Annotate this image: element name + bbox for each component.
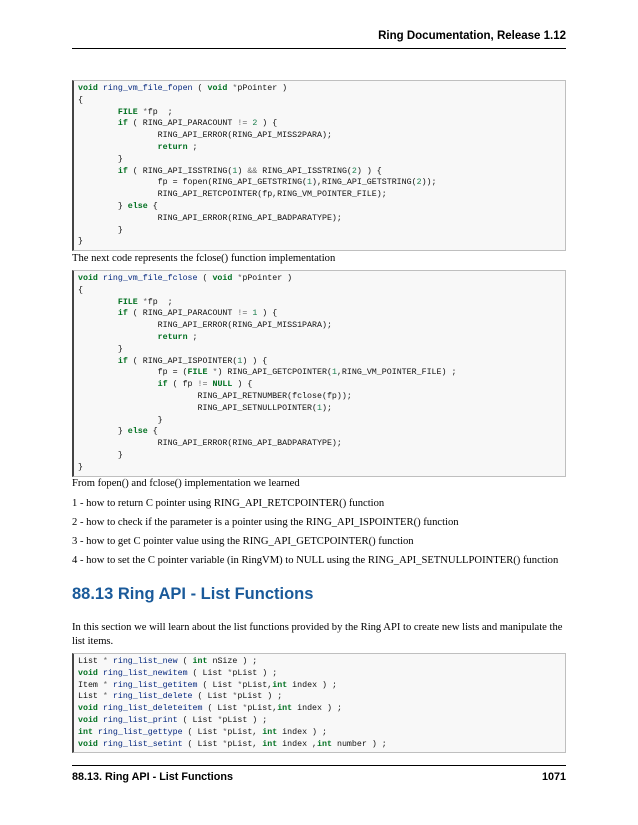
code-line: } [78, 154, 123, 164]
learned-item: 1 - how to return C pointer using RING_API_RETCPOINTER() function [72, 498, 385, 509]
code-line: RING_API_ERROR(RING_API_MISS2PARA); [78, 131, 332, 141]
code-line: RING_API_RETNUMBER(fclose(fp)); [78, 391, 352, 401]
code-line: } [78, 462, 83, 472]
code-line: { [78, 95, 83, 105]
code-line: void ring_list_setint ( List *pList, int index ,int number ) ; [78, 739, 387, 749]
code-line: void ring_list_print ( List *pList ) ; [78, 715, 268, 725]
code-line: fp = (FILE *) RING_API_GETCPOINTER(1,RING_VM_POINTER_FILE) ; [78, 368, 457, 378]
code-line: if ( RING_API_PARACOUNT != 2 ) { [117, 119, 278, 129]
code-line: void ring_vm_file_fopen ( void *pPointer ) [78, 84, 288, 93]
code-line: if ( RING_API_ISSTRING(1) && RING_API_ISSTRING(2) ) { [117, 166, 382, 176]
paragraph-fclose-intro: The next code represents the fclose() function implementation [72, 253, 336, 264]
code-line: RING_API_SETNULLPOINTER(1); [78, 403, 332, 413]
code-line: List * ring_list_new ( int nSize ) ; [78, 657, 258, 666]
code-block-fopen [72, 80, 566, 251]
code-line: RING_API_ERROR(RING_API_BADPARATYPE); [78, 439, 342, 449]
code-line: } [78, 237, 83, 247]
code-line: if ( RING_API_ISPOINTER(1) ) { [117, 356, 268, 366]
code-line: RING_API_ERROR(RING_API_BADPARATYPE); [78, 213, 342, 223]
code-line: } else { [78, 201, 158, 211]
code-line: RING_API_RETCPOINTER(fp,RING_VM_POINTER_FILE); [78, 190, 387, 200]
header-rule [72, 48, 566, 49]
code-line: FILE *fp ; [117, 107, 173, 117]
code-line: int ring_list_gettype ( List *pList, int index ) ; [78, 727, 327, 737]
footer-section: 88.13. Ring API - List Functions [72, 771, 233, 783]
learned-item: 2 - how to check if the parameter is a pointer using the RING_API_ISPOINTER() function [72, 517, 459, 528]
footer-rule [72, 765, 566, 766]
code-line: if ( fp != NULL ) { [157, 380, 253, 390]
code-line: void ring_vm_file_fclose ( void *pPointer ) [78, 274, 293, 283]
paragraph-section-intro: In this section we will learn about the list functions provided by the Ring API to create new lists and manipulate the list items. [72, 622, 563, 647]
code-block-fclose [72, 270, 566, 477]
code-line: RING_API_ERROR(RING_API_MISS1PARA); [78, 321, 332, 331]
code-line: void ring_list_deleteitem ( List *pList,int index ) ; [78, 704, 342, 714]
code-line: { [78, 285, 83, 295]
page-number: 1071 [541, 771, 566, 783]
code-line: return ; [157, 332, 198, 342]
code-line: } [78, 344, 123, 354]
code-line: return ; [157, 142, 198, 152]
learned-item: 3 - how to get C pointer value using the RING_API_GETCPOINTER() function [72, 536, 414, 547]
code-line: if ( RING_API_PARACOUNT != 1 ) { [117, 309, 278, 319]
code-line: } else { [78, 427, 158, 437]
code-line: Item * ring_list_getitem ( List *pList,int index ) ; [78, 680, 337, 690]
code-line: fp = fopen(RING_API_GETSTRING(1),RING_API_GETSTRING(2)); [78, 178, 437, 188]
code-line: } [78, 415, 163, 425]
code-block-list-functions [72, 653, 566, 753]
learned-item: 4 - how to set the C pointer variable (in RingVM) to NULL using the RING_API_SETNULLPOINTER() function [72, 555, 559, 566]
code-line: void ring_list_newitem ( List *pList ) ; [78, 668, 278, 678]
paragraph-learned-intro: From fopen() and fclose() implementation we learned [72, 478, 300, 489]
code-line: FILE *fp ; [117, 297, 173, 307]
code-line: } [78, 450, 123, 460]
code-line: List * ring_list_delete ( List *pList ) ; [78, 692, 283, 702]
section-heading: 88.13 Ring API - List Functions [72, 585, 314, 603]
code-line: } [78, 225, 123, 235]
running-header: Ring Documentation, Release 1.12 [378, 30, 566, 42]
